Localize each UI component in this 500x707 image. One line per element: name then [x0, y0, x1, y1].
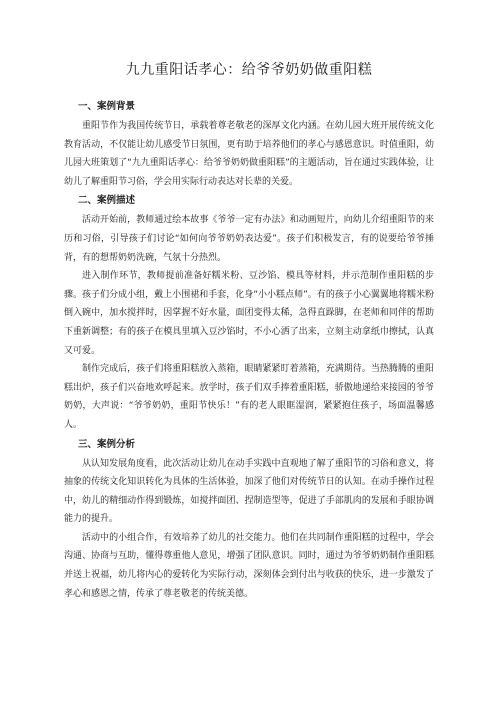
section-description	[64, 194, 434, 434]
paragraph: 活动中的小组合作，有效培养了幼儿的社交能力。他们在共同制作重阳糕的过程中，学会沟通、协商与互助，懂得尊重他人意见，增强了团队意识。同时，通过为爷爷奶奶制作重阳糕并送上祝福，幼儿将内心的爱转化为实际行动，深刻体会到付出与收获的快乐，进一步激发了孝心和感恩之情，传承了尊老敬老的传统美德。	[64, 532, 434, 599]
paragraph: 进入制作环节，教师提前准备好糯米粉、豆沙馅、模具等材料，并示范制作重阳糕的步骤。孩子们分成小组，戴上小围裙和手套，化身“小小糕点师”。有的孩子小心翼翼地将糯米粉倒入碗中，加水搅拌时，因掌握不好水量，面团变得太稀，急得直跺脚，在老师和同伴的帮助下重新调整；有的孩子在模具里填入豆沙馅时，不小心洒了出来，立刻主动拿纸巾擦拭，认真又可爱。	[64, 271, 434, 356]
section-heading: 三、案例分析	[78, 438, 136, 450]
paragraph: 重阳节作为我国传统节日，承载着尊老敬老的深厚文化内涵。在幼儿园大班开展传统文化教育活动，不仅能让幼儿感受节日氛围，更有助于培养他们的孝心与感恩意识。时值重阳，幼儿园大班策划了“九九重阳话孝心：给爷爷奶奶做重阳糕”的主题活动，旨在通过实践体验，让幼儿了解重阳节习俗，学会用实际行动表达对长辈的关爱。	[64, 121, 434, 187]
section-heading: 二、案例描述	[78, 195, 136, 207]
paragraph: 从认知发展角度看，此次活动让幼儿在动手实践中直观地了解了重阳节的习俗和意义，将抽象的传统文化知识转化为具体的生活体验，加深了他们对传统节日的认知。在动手操作过程中，幼儿的精细动作得到锻炼，如搅拌面团、捏制造型等，促进了手部肌肉的发展和手眼协调能力的提升。	[64, 458, 434, 525]
paragraph: 制作完成后，孩子们将重阳糕放入蒸箱，眼睛紧紧盯着蒸箱，充满期待。当热腾腾的重阳糕出炉，孩子们兴奋地欢呼起来。放学时，孩子们双手捧着重阳糕，骄傲地递给来接园的爷爷奶奶，大声说：“爷爷奶奶，重阳节快乐！”有的老人眼眶湿润，紧紧抱住孩子，场面温馨感人。	[64, 364, 434, 430]
section-analysis	[64, 438, 434, 604]
section-background	[64, 100, 434, 191]
paragraph: 活动开始前，教师通过绘本故事《爷爷一定有办法》和动画短片，向幼儿介绍重阳节的来历和习俗，引导孩子们讨论“如何向爷爷奶奶表达爱”。孩子们积极发言，有的说要给爷爷捶背，有的想帮奶奶洗碗，气氛十分热烈。	[64, 215, 434, 263]
document-title: 九九重阳话孝心：给爷爷奶奶做重阳糕	[125, 62, 373, 78]
section-heading: 一、案例背景	[78, 101, 136, 112]
